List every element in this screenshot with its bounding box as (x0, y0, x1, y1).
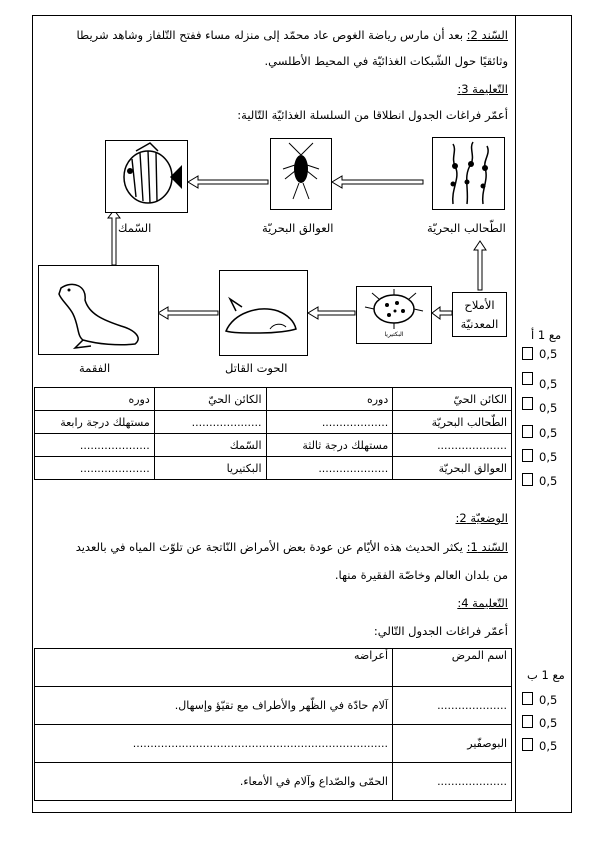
score-checkbox[interactable] (522, 397, 533, 410)
food-chain-roles-table (34, 387, 512, 480)
score-value: 0,5 (539, 739, 558, 753)
table-header-row: اسم المرض أعراضه (35, 649, 512, 687)
document-1-line-1: السّند 1: يكثر الحديث هذه الأيّام عن عودة بعض الأمراض النّاتجة عن تلوّث المياه في بالعديد (75, 540, 508, 554)
whale-label: الحوت القاتل (225, 361, 288, 375)
criterion-1a-label: مع 1 أ (531, 328, 562, 342)
score-checkbox[interactable] (522, 692, 533, 705)
arrow-minerals-to-bacteria (432, 307, 452, 319)
score-checkbox[interactable] (522, 473, 533, 486)
document-1-line-2: من بلدان العالم وخاصّة الفقيرة منها. (334, 568, 508, 582)
score-value: 0,5 (539, 347, 558, 361)
whale-image-box (219, 270, 308, 356)
crustaceans-label: العوالق البحريّة (262, 221, 334, 235)
algae-label: الطّحالب البحريّة (427, 221, 506, 235)
fish-label: السّمك (118, 221, 152, 235)
arrow-minerals-to-algae (474, 241, 486, 290)
table-row: .................... آلام حادّة في الظّهر والأطراف مع تقيّؤ وإسهال. (35, 687, 512, 725)
bacteria-caption: البكتيريا (384, 331, 404, 338)
diseases-table (34, 648, 512, 801)
arrow-crustaceans-to-algae (332, 176, 423, 188)
minerals-box: الأملاح المعدنيّة (452, 292, 507, 337)
instruction-3-label: التّعليمة 3: (457, 82, 508, 96)
score-value: 0,5 (539, 716, 558, 730)
score-checkbox[interactable] (522, 738, 533, 751)
seaweed-icon (433, 138, 504, 209)
arrow-whale-to-seal (158, 307, 218, 319)
fish-image-box (105, 140, 188, 213)
score-checkbox[interactable] (522, 347, 533, 360)
bacteria-icon (357, 287, 431, 331)
seal-icon (39, 266, 158, 354)
crustaceans-image-box (270, 138, 332, 210)
score-value: 0,5 (539, 450, 558, 464)
table-row: .................... الحمّى والصّداع وآلام في الأمعاء. (35, 763, 512, 801)
situation-2-title: الوضعيّة 2: (455, 511, 508, 525)
fish-icon (106, 141, 187, 212)
instruction-3-text: أعمّر فراغات الجدول انطلاقا من السلسلة الغذائيّة التّالية: (237, 108, 508, 122)
table-row: البوصفّير ......................................................................... (35, 725, 512, 763)
algae-image-box (432, 137, 505, 210)
arrow-seal-to-fish (108, 210, 120, 265)
score-value: 0,5 (539, 693, 558, 707)
score-value: 0,5 (539, 401, 558, 415)
score-checkbox[interactable] (522, 449, 533, 462)
document-2-line-1: السّند 2: بعد أن مارس رياضة الغوص عاد محمّد إلى منزله مساء ففتح التّلفاز وشاهد شريطا (76, 28, 508, 42)
table-row: .................... مستهلك درجة ثالثة السّمك .................... (35, 434, 512, 457)
seal-label: الفقمة (79, 361, 111, 375)
score-value: 0,5 (539, 377, 558, 391)
instruction-4-label: التّعليمة 4: (457, 596, 508, 610)
criterion-1b-label: مع 1 ب (527, 668, 565, 682)
score-value: 0,5 (539, 474, 558, 488)
table-row: الطّحالب البحريّة ................... .................... مستهلك درجة رابعة (35, 411, 512, 434)
shrimp-icon (271, 139, 331, 209)
document-2-line-2: وثائقيًا حول الشّبكات الغذائيّة في المحيط الأطلسي. (264, 54, 508, 68)
table-row: العوالق البحريّة .................... البكتيريا .................... (35, 457, 512, 480)
bacteria-image-box (356, 286, 432, 344)
score-value: 0,5 (539, 426, 558, 440)
score-checkbox[interactable] (522, 715, 533, 728)
arrow-fish-to-crustaceans (188, 176, 268, 188)
score-checkbox[interactable] (522, 425, 533, 438)
instruction-4-text: أعمّر فراغات الجدول التّالي: (373, 624, 508, 638)
arrow-bacteria-to-whale (308, 307, 355, 319)
seal-image-box (38, 265, 159, 355)
table-header-row: الكائن الحيّ دوره الكائن الحيّ دوره (35, 388, 512, 411)
score-checkbox[interactable] (522, 372, 533, 385)
whale-icon (220, 271, 307, 355)
